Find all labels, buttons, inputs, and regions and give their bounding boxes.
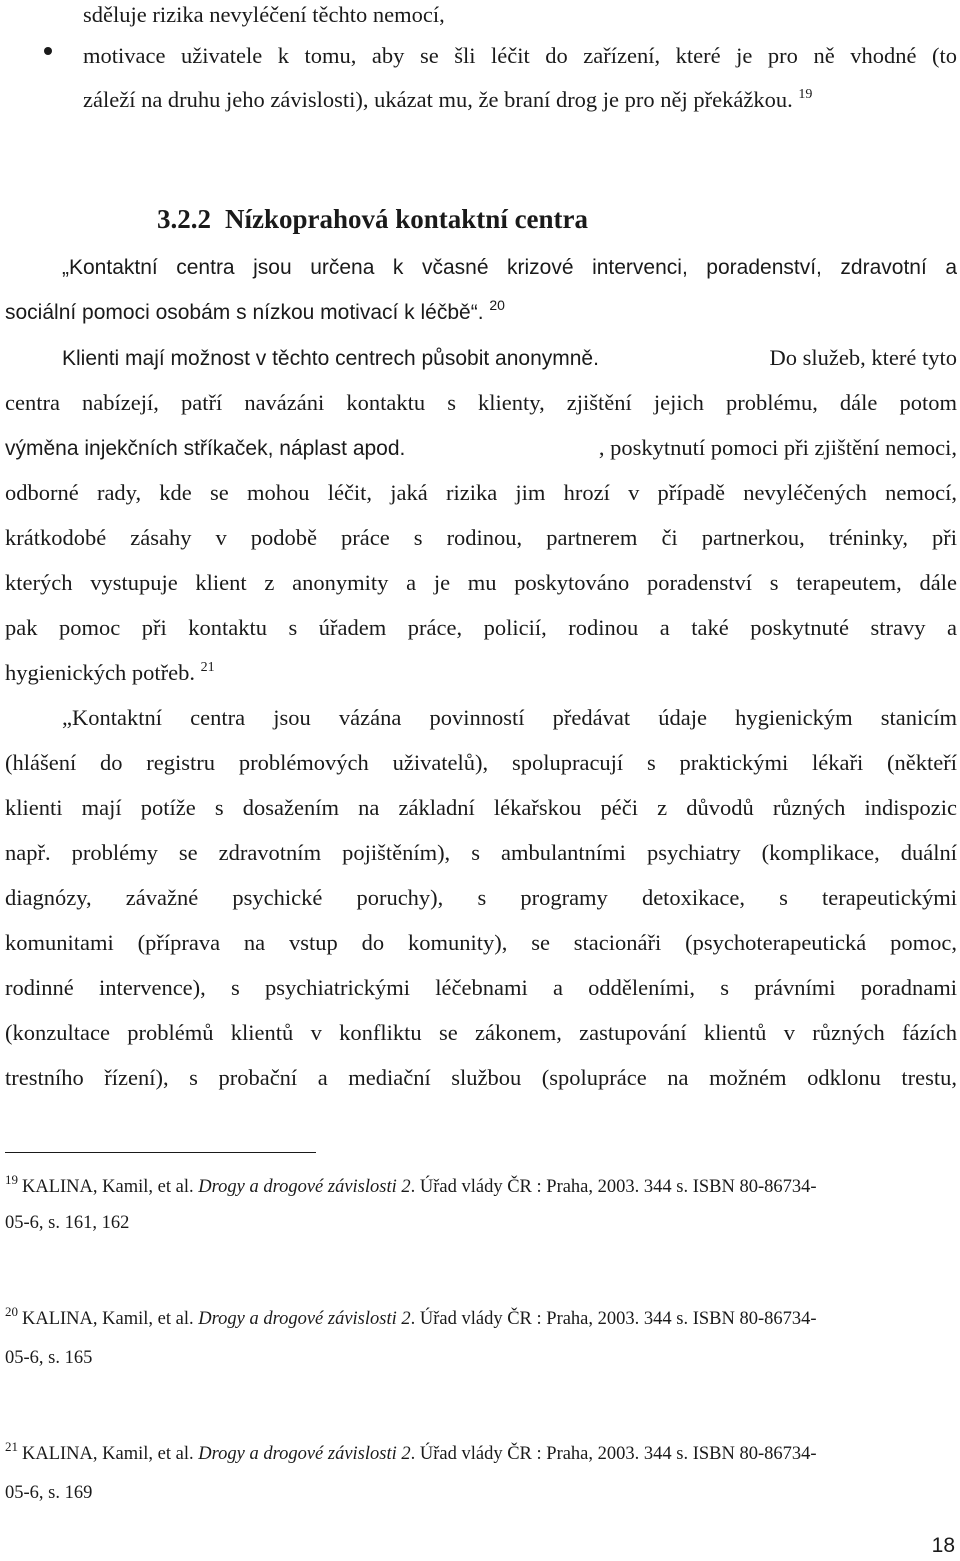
list-item-text — [83, 85, 953, 115]
footnote-continuation: 05-6, s. 169 — [5, 1483, 93, 1503]
bullet-icon — [44, 47, 52, 55]
text-span: hygienických potřeb. — [5, 660, 195, 685]
paragraph-line: klienti mají potíže s dosažením na základní lékařskou péči z důvodů různých indispozic — [5, 795, 957, 820]
text-span: sociální pomoci osobám s nízkou motivací k léčbě“. — [5, 301, 484, 324]
paragraph-line: trestního řízení), s probační a mediační službou (spolupráce na možném odklonu trestu, — [5, 1065, 957, 1090]
footnote — [5, 1304, 957, 1331]
footnote-details: . Úřad vlády ČR : Praha, 2003. 344 s. ISBN 80-86734- — [410, 1309, 817, 1329]
paragraph-line: „Kontaktní centra jsou vázána povinností předávat údaje hygienickým stanicím — [62, 705, 957, 730]
footnote-mark: 19 — [5, 1172, 18, 1187]
footnote-title: Drogy a drogové závislosti 2 — [198, 1444, 411, 1464]
paragraph-line: „Kontaktní centra jsou určena k včasné krizové intervenci, poradenství, zdravotní a — [62, 256, 957, 279]
footnote-author: KALINA, Kamil, et al. — [22, 1177, 199, 1197]
paragraph-line: centra nabízejí, patří navázáni kontaktu s klienty, zjištění jejich problému, dále potom — [5, 390, 957, 415]
section-title: Nízkoprahová kontaktní centra — [225, 204, 589, 234]
section-heading — [157, 202, 588, 236]
footnote-mark: 21 — [5, 1439, 18, 1454]
paragraph-line: krátkodobé zásahy v podobě práce s rodinou, partnerem či partnerkou, tréninky, při — [5, 525, 957, 550]
footnote-title: Drogy a drogové závislosti 2 — [198, 1309, 411, 1329]
paragraph-line: pak pomoc při kontaktu s úřadem práce, policií, rodinou a také poskytnuté stravy a — [5, 615, 957, 640]
footnote-continuation: 05-6, s. 165 — [5, 1348, 93, 1368]
paragraph-line — [5, 433, 957, 464]
text-span: výměna injekčních stříkaček, náplast apod. — [5, 437, 406, 460]
paragraph-line: komunitami (příprava na vstup do komunity), se stacionáři (psychoterapeutická pomoc, — [5, 930, 957, 955]
section-number: 3.2.2 — [157, 204, 211, 234]
footnote-details: . Úřad vlády ČR : Praha, 2003. 344 s. ISBN 80-86734- — [410, 1444, 817, 1464]
footnote-ref: 20 — [489, 297, 505, 313]
footnote-author: KALINA, Kamil, et al. — [22, 1309, 199, 1329]
footnote-separator — [5, 1152, 316, 1153]
list-item-text: sděluje rizika nevyléčení těchto nemocí, — [83, 2, 445, 27]
list-item-text: motivace uživatele k tomu, aby se šli léčit do zařízení, které je pro ně vhodné (to — [83, 43, 957, 68]
footnote-ref: 21 — [200, 660, 215, 675]
paragraph-line: (hlášení do registru problémových uživatelů), spolupracují s praktickými lékaři (někteří — [5, 750, 957, 775]
text-span: Do služeb, které tyto — [769, 345, 957, 370]
footnote — [5, 1172, 957, 1199]
text-span: , poskytnutí pomoci při zjištění nemoci, — [598, 435, 957, 460]
footnote-ref: 19 — [798, 87, 813, 102]
paragraph-line — [5, 658, 957, 688]
paragraph-line — [62, 343, 957, 374]
paragraph-line — [5, 298, 957, 328]
paragraph-line: (konzultace problémů klientů v konfliktu se zákonem, zastupování klientů v různých fázích — [5, 1020, 957, 1045]
text-span: Klienti mají možnost v těchto centrech působit anonymně. — [62, 347, 599, 370]
footnote-title: Drogy a drogové závislosti 2 — [198, 1177, 411, 1197]
footnote-continuation: 05-6, s. 161, 162 — [5, 1213, 130, 1233]
text-span: záleží na druhu jeho závislosti), ukázat mu, že braní drog je pro něj překážkou. — [83, 87, 793, 112]
paragraph-line: např. problémy se zdravotním pojištěním), s ambulantními psychiatry (komplikace, duální — [5, 840, 957, 865]
paragraph-line: odborné rady, kde se mohou léčit, jaká rizika jim hrozí v případě nevyléčených nemocí, — [5, 480, 957, 505]
paragraph-line: rodinné intervence), s psychiatrickými léčebnami a odděleními, s právními poradnami — [5, 975, 957, 1000]
footnote-details: . Úřad vlády ČR : Praha, 2003. 344 s. ISBN 80-86734- — [410, 1177, 817, 1197]
paragraph-line: diagnózy, závažné psychické poruchy), s programy detoxikace, s terapeutickými — [5, 885, 957, 910]
page-number: 18 — [931, 1534, 955, 1557]
paragraph-line: kterých vystupuje klient z anonymity a je mu poskytováno poradenství s terapeutem, dále — [5, 570, 957, 595]
footnote — [5, 1439, 957, 1466]
footnote-author: KALINA, Kamil, et al. — [22, 1444, 199, 1464]
footnote-mark: 20 — [5, 1304, 18, 1319]
